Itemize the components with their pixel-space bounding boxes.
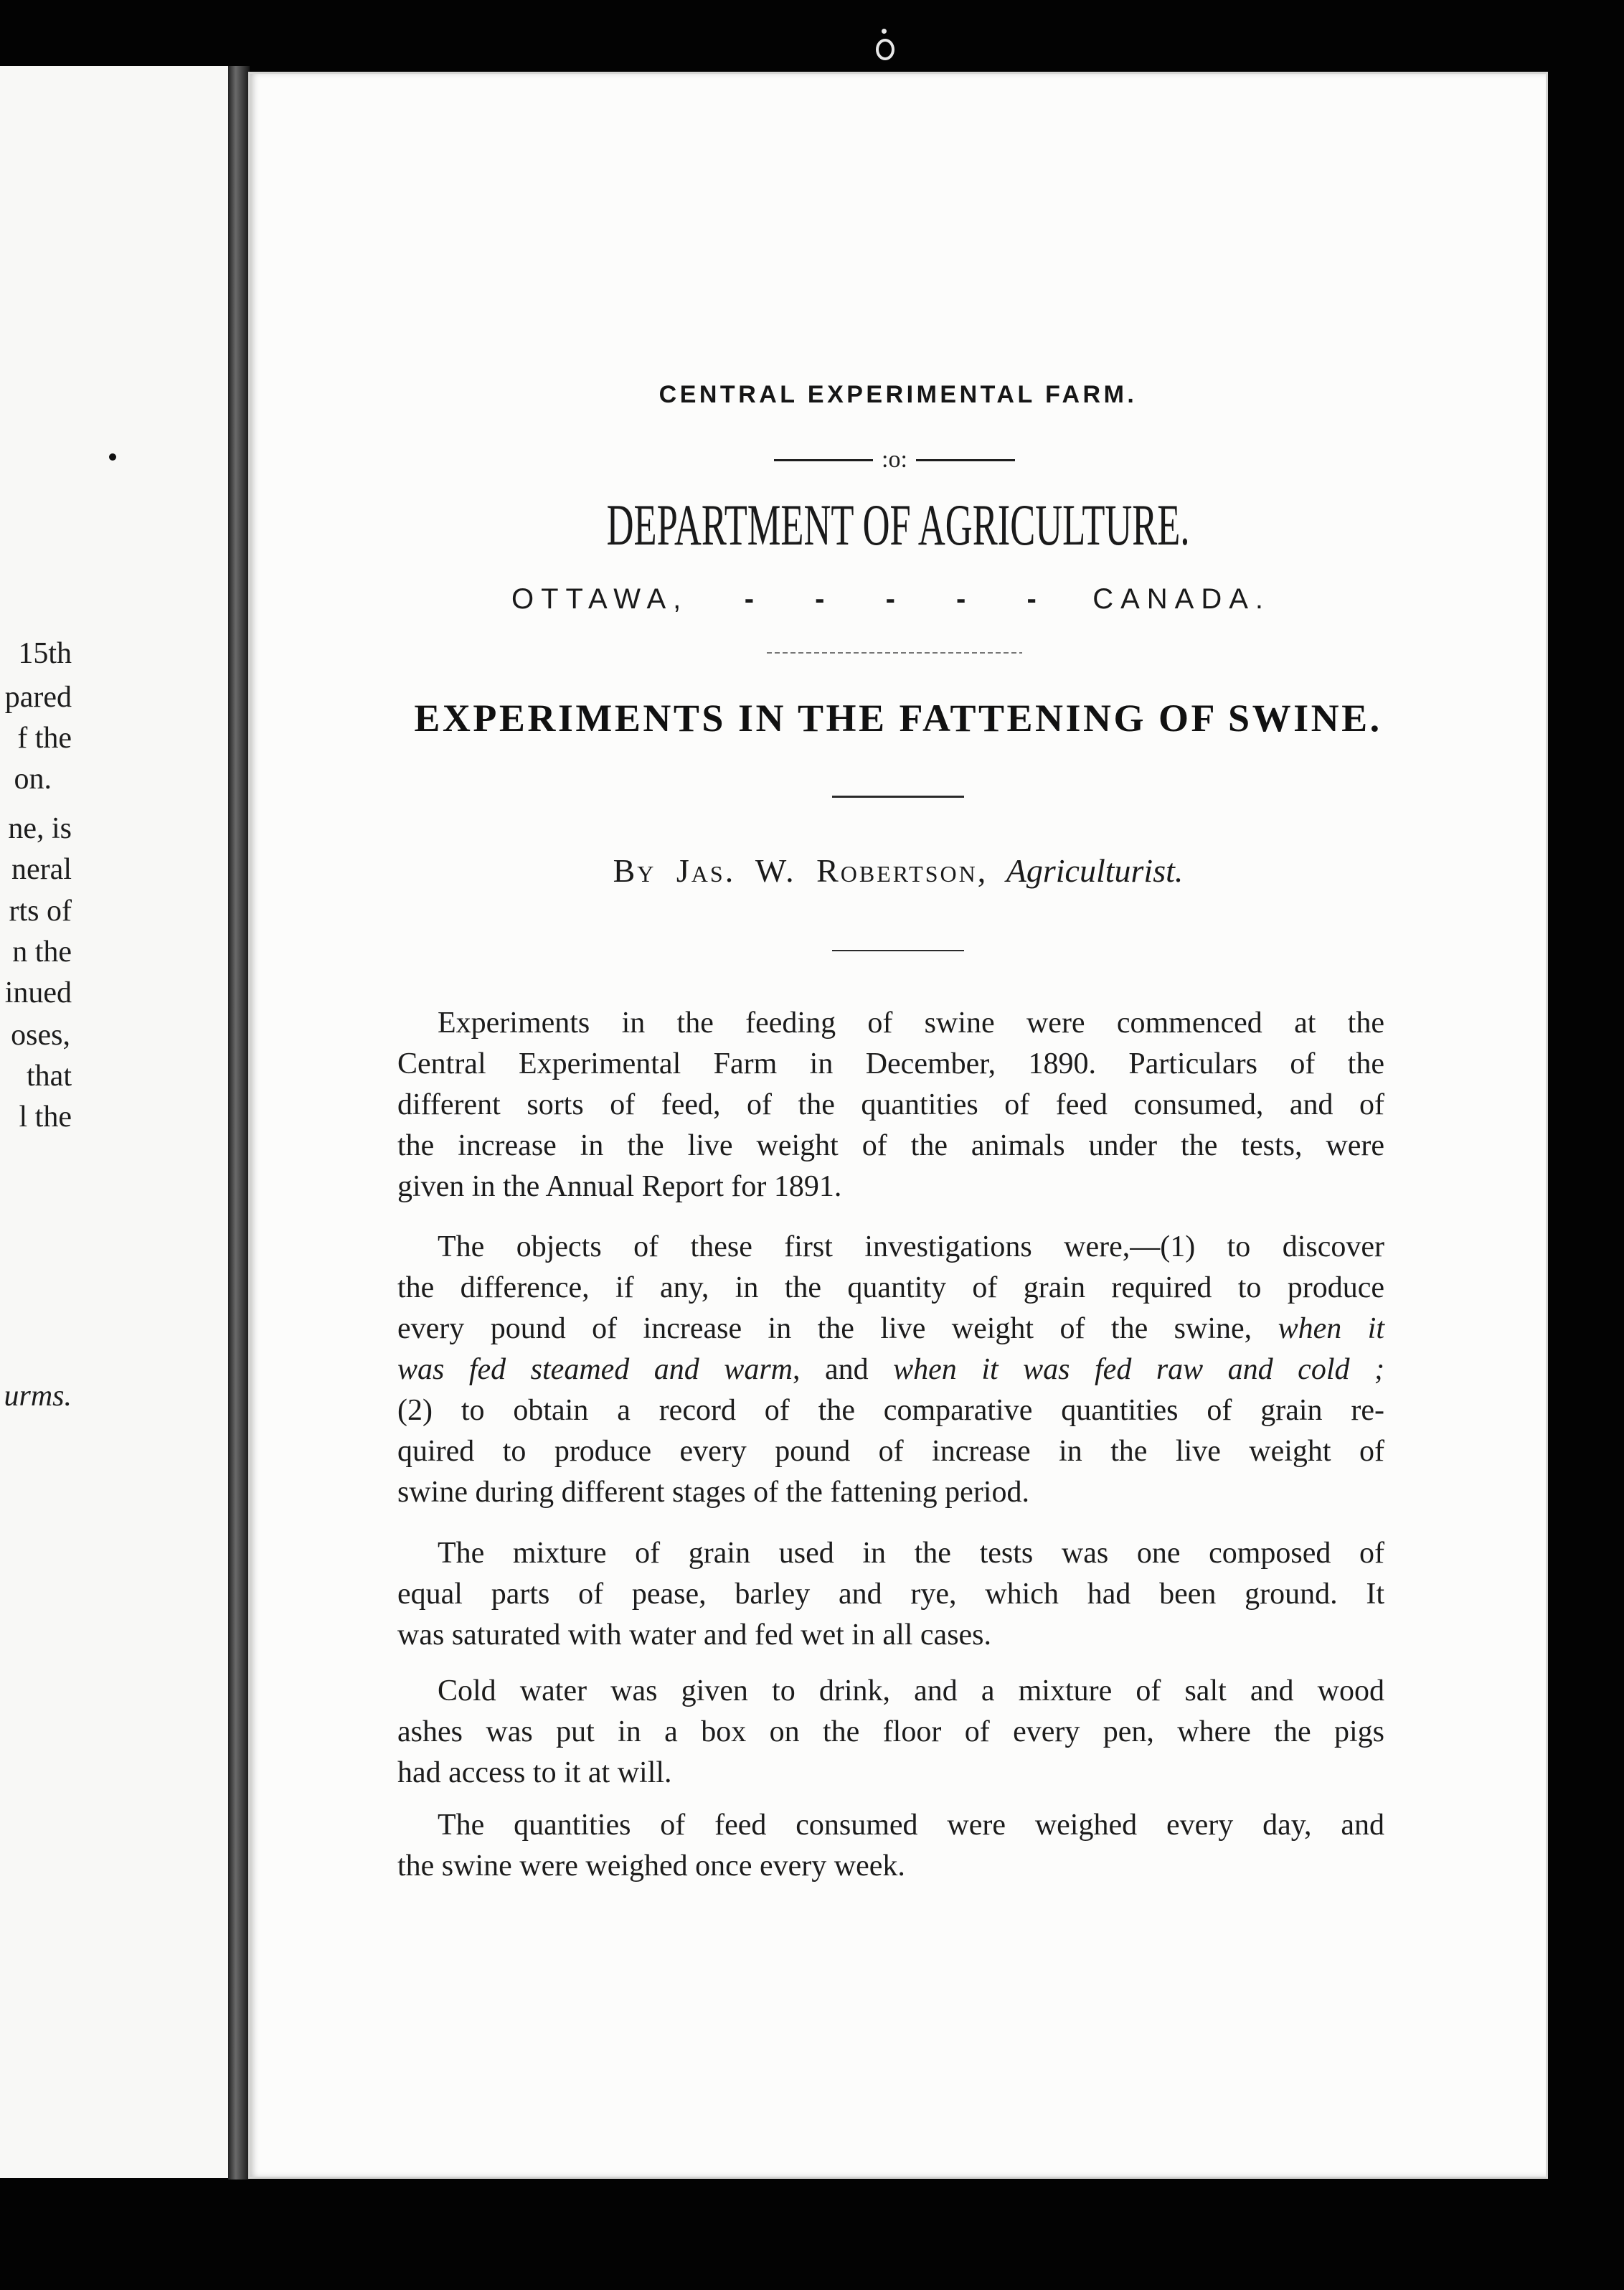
- text-line: equal parts of pease, barley and rye, which had been ground. It: [397, 1578, 1384, 1611]
- left-page-line: oses,: [11, 1019, 70, 1052]
- italic-segment: when it: [1278, 1312, 1384, 1345]
- location-dashes: - - - - -: [744, 583, 1037, 615]
- text-line: given in the Annual Report for 1891.: [397, 1170, 842, 1203]
- left-page-line: 15th: [18, 637, 72, 670]
- city-name: OTTAWA,: [511, 583, 689, 615]
- paragraph-3: [397, 1533, 1384, 1656]
- department-heading-text: DEPARTMENT OF AGRICULTURE.: [606, 492, 1190, 557]
- left-page-line: on.: [14, 763, 52, 796]
- text-line: was saturated with water and fed wet in all cases.: [397, 1618, 992, 1651]
- left-page-line: pared: [4, 681, 72, 714]
- registration-mark: [876, 39, 894, 60]
- left-page-line: rts of: [9, 895, 72, 928]
- ornament-glyph: :o:: [882, 446, 907, 473]
- byline-author: By Jas. W. Robertson,: [613, 852, 988, 889]
- text-line: The mixture of grain used in the tests was one composed of: [438, 1537, 1384, 1570]
- italic-segment: was fed steamed and warm: [397, 1353, 793, 1386]
- paragraph-1: [397, 1003, 1384, 1207]
- ink-spot: [109, 453, 116, 461]
- location-line: [511, 585, 1270, 613]
- left-page-line: f the: [17, 722, 72, 755]
- text-line: the difference, if any, in the quantity of grain required to produce: [397, 1271, 1384, 1304]
- registration-dot: [882, 29, 887, 34]
- byline: [248, 854, 1548, 887]
- title-rule: [832, 796, 964, 798]
- institution-heading: CENTRAL EXPERIMENTAL FARM.: [658, 381, 1138, 408]
- divider-line-right: [916, 459, 1015, 461]
- department-heading: [248, 492, 1548, 557]
- text-line: Experiments in the feeding of swine were commenced at the: [438, 1007, 1384, 1040]
- text-segment: , and: [793, 1353, 894, 1386]
- text-line: (2) to obtain a record of the comparative quantities of grain re-: [397, 1394, 1384, 1427]
- italic-segment: when it was fed raw and cold ;: [893, 1353, 1384, 1386]
- paragraph-2: [397, 1227, 1384, 1513]
- country-name: CANADA.: [1092, 583, 1270, 615]
- text-segment: every pound of increase in the live weight of the swine,: [397, 1312, 1278, 1345]
- text-line: quired to produce every pound of increase in the live weight of: [397, 1435, 1384, 1468]
- text-line: the swine were weighed once every week.: [397, 1850, 905, 1883]
- left-page-line: neral: [11, 853, 72, 886]
- left-page-line: inued: [4, 976, 72, 1009]
- left-page-line: n the: [12, 936, 72, 969]
- paragraph-4: [397, 1671, 1384, 1794]
- text-line: [397, 1349, 1384, 1390]
- byline-role: Agriculturist.: [1006, 852, 1184, 889]
- paragraph-5: [397, 1805, 1384, 1887]
- dashed-separator: [767, 652, 1022, 654]
- left-page-line: ne, is: [8, 812, 72, 845]
- binding-gutter: [228, 66, 250, 2180]
- byline-rule: [832, 950, 964, 951]
- article-title: EXPERIMENTS IN THE FATTENING OF SWINE.: [414, 697, 1382, 740]
- text-line: swine during different stages of the fattening period.: [397, 1476, 1029, 1509]
- left-page-italic-line: urms.: [4, 1380, 72, 1413]
- text-line: different sorts of feed, of the quantities of feed consumed, and of: [397, 1088, 1384, 1121]
- left-page-line: that: [27, 1060, 72, 1093]
- text-line: Cold water was given to drink, and a mixture of salt and wood: [438, 1674, 1384, 1707]
- text-line: The objects of these first investigations were,—(1) to discover: [438, 1230, 1384, 1263]
- left-page-line: l the: [19, 1101, 72, 1134]
- text-line: [397, 1309, 1384, 1349]
- text-line: The quantities of feed consumed were weighed every day, and: [438, 1809, 1384, 1842]
- text-line: the increase in the live weight of the animals under the tests, were: [397, 1129, 1384, 1162]
- divider-line-left: [774, 459, 873, 461]
- text-line: ashes was put in a box on the floor of every pen, where the pigs: [397, 1715, 1384, 1748]
- text-line: had access to it at will.: [397, 1756, 672, 1789]
- text-line: Central Experimental Farm in December, 1890. Particulars of the: [397, 1047, 1384, 1080]
- ornament-divider: [774, 448, 1015, 472]
